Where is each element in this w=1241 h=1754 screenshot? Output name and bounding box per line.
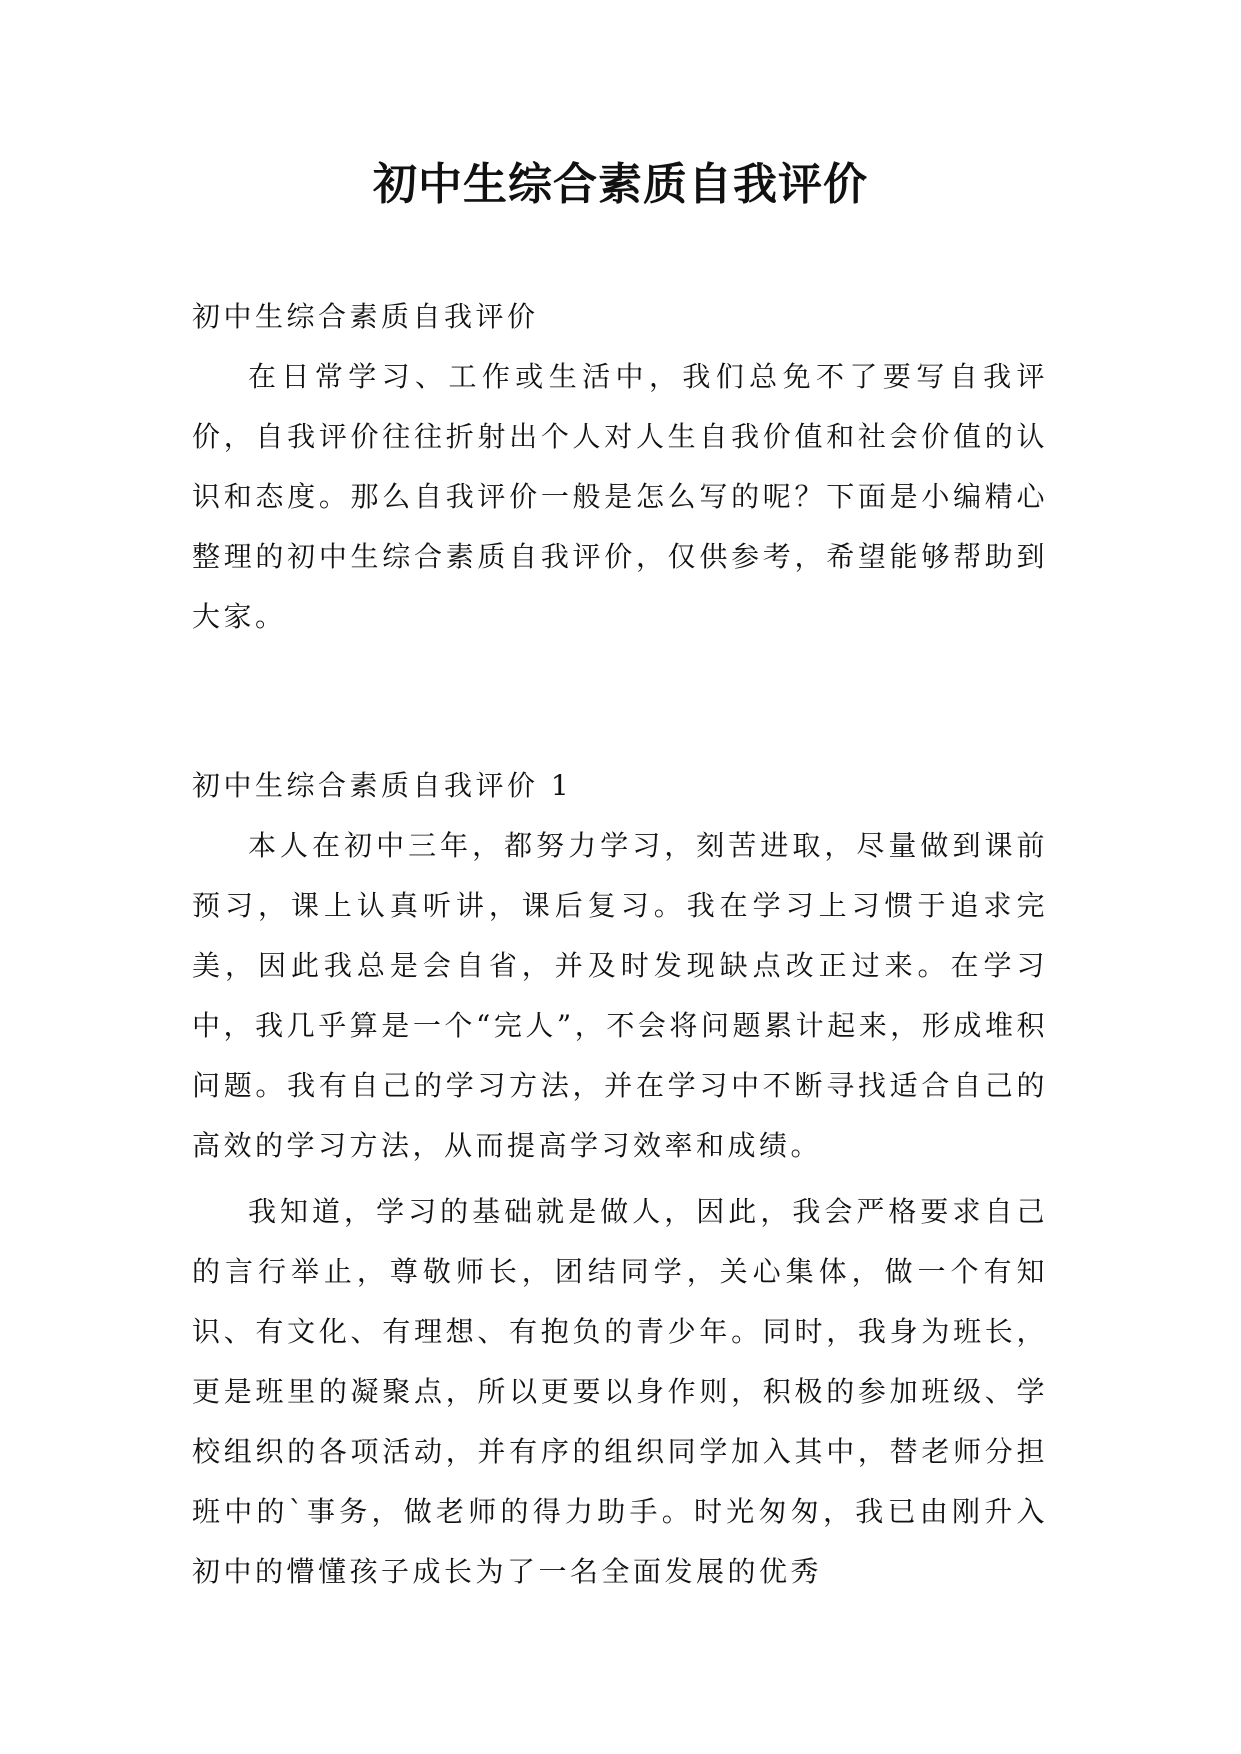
section-1-paragraph-1: 本人在初中三年，都努力学习，刻苦进取，尽量做到课前预习，课上认真听讲，课后复习。我在学习上习惯于追求完美，因此我总是会自省，并及时发现缺点改正过来。在学习中，我几乎算是一个“完人”，不会将问题累计起来，形成堆积问题。我有自己的学习方法，并在学习中不断寻找适合自己的高效的学习方法，从而提高学习效率和成绩。 xyxy=(192,829,1048,1162)
intro-heading: 初中生综合素质自我评价 xyxy=(192,300,539,333)
intro-section xyxy=(192,287,1048,647)
section-1-paragraph-2: 我知道，学习的基础就是做人，因此，我会严格要求自己的言行举止，尊敬师长，团结同学，关心集体，做一个有知识、有文化、有理想、有抱负的青少年。同时，我身为班长，更是班里的凝聚点，所以更要以身作则，积极的参加班级、学校组织的各项活动，并有序的组织同学加入其中，替老师分担班中的`事务，做老师的得力助手。时光匆匆，我已由刚升入初中的懵懂孩子成长为了一名全面发展的优秀 xyxy=(192,1195,1048,1588)
intro-paragraph: 在日常学习、工作或生活中，我们总免不了要写自我评价，自我评价往往折射出个人对人生自我价值和社会价值的认识和态度。那么自我评价一般是怎么写的呢？下面是小编精心整理的初中生综合素质自我评价，仅供参考，希望能够帮助到大家。 xyxy=(192,360,1048,633)
document-title: 初中生综合素质自我评价 xyxy=(373,159,868,210)
section-1-heading: 初中生综合素质自我评价 1 xyxy=(192,769,573,802)
section-1 xyxy=(192,756,1048,1602)
